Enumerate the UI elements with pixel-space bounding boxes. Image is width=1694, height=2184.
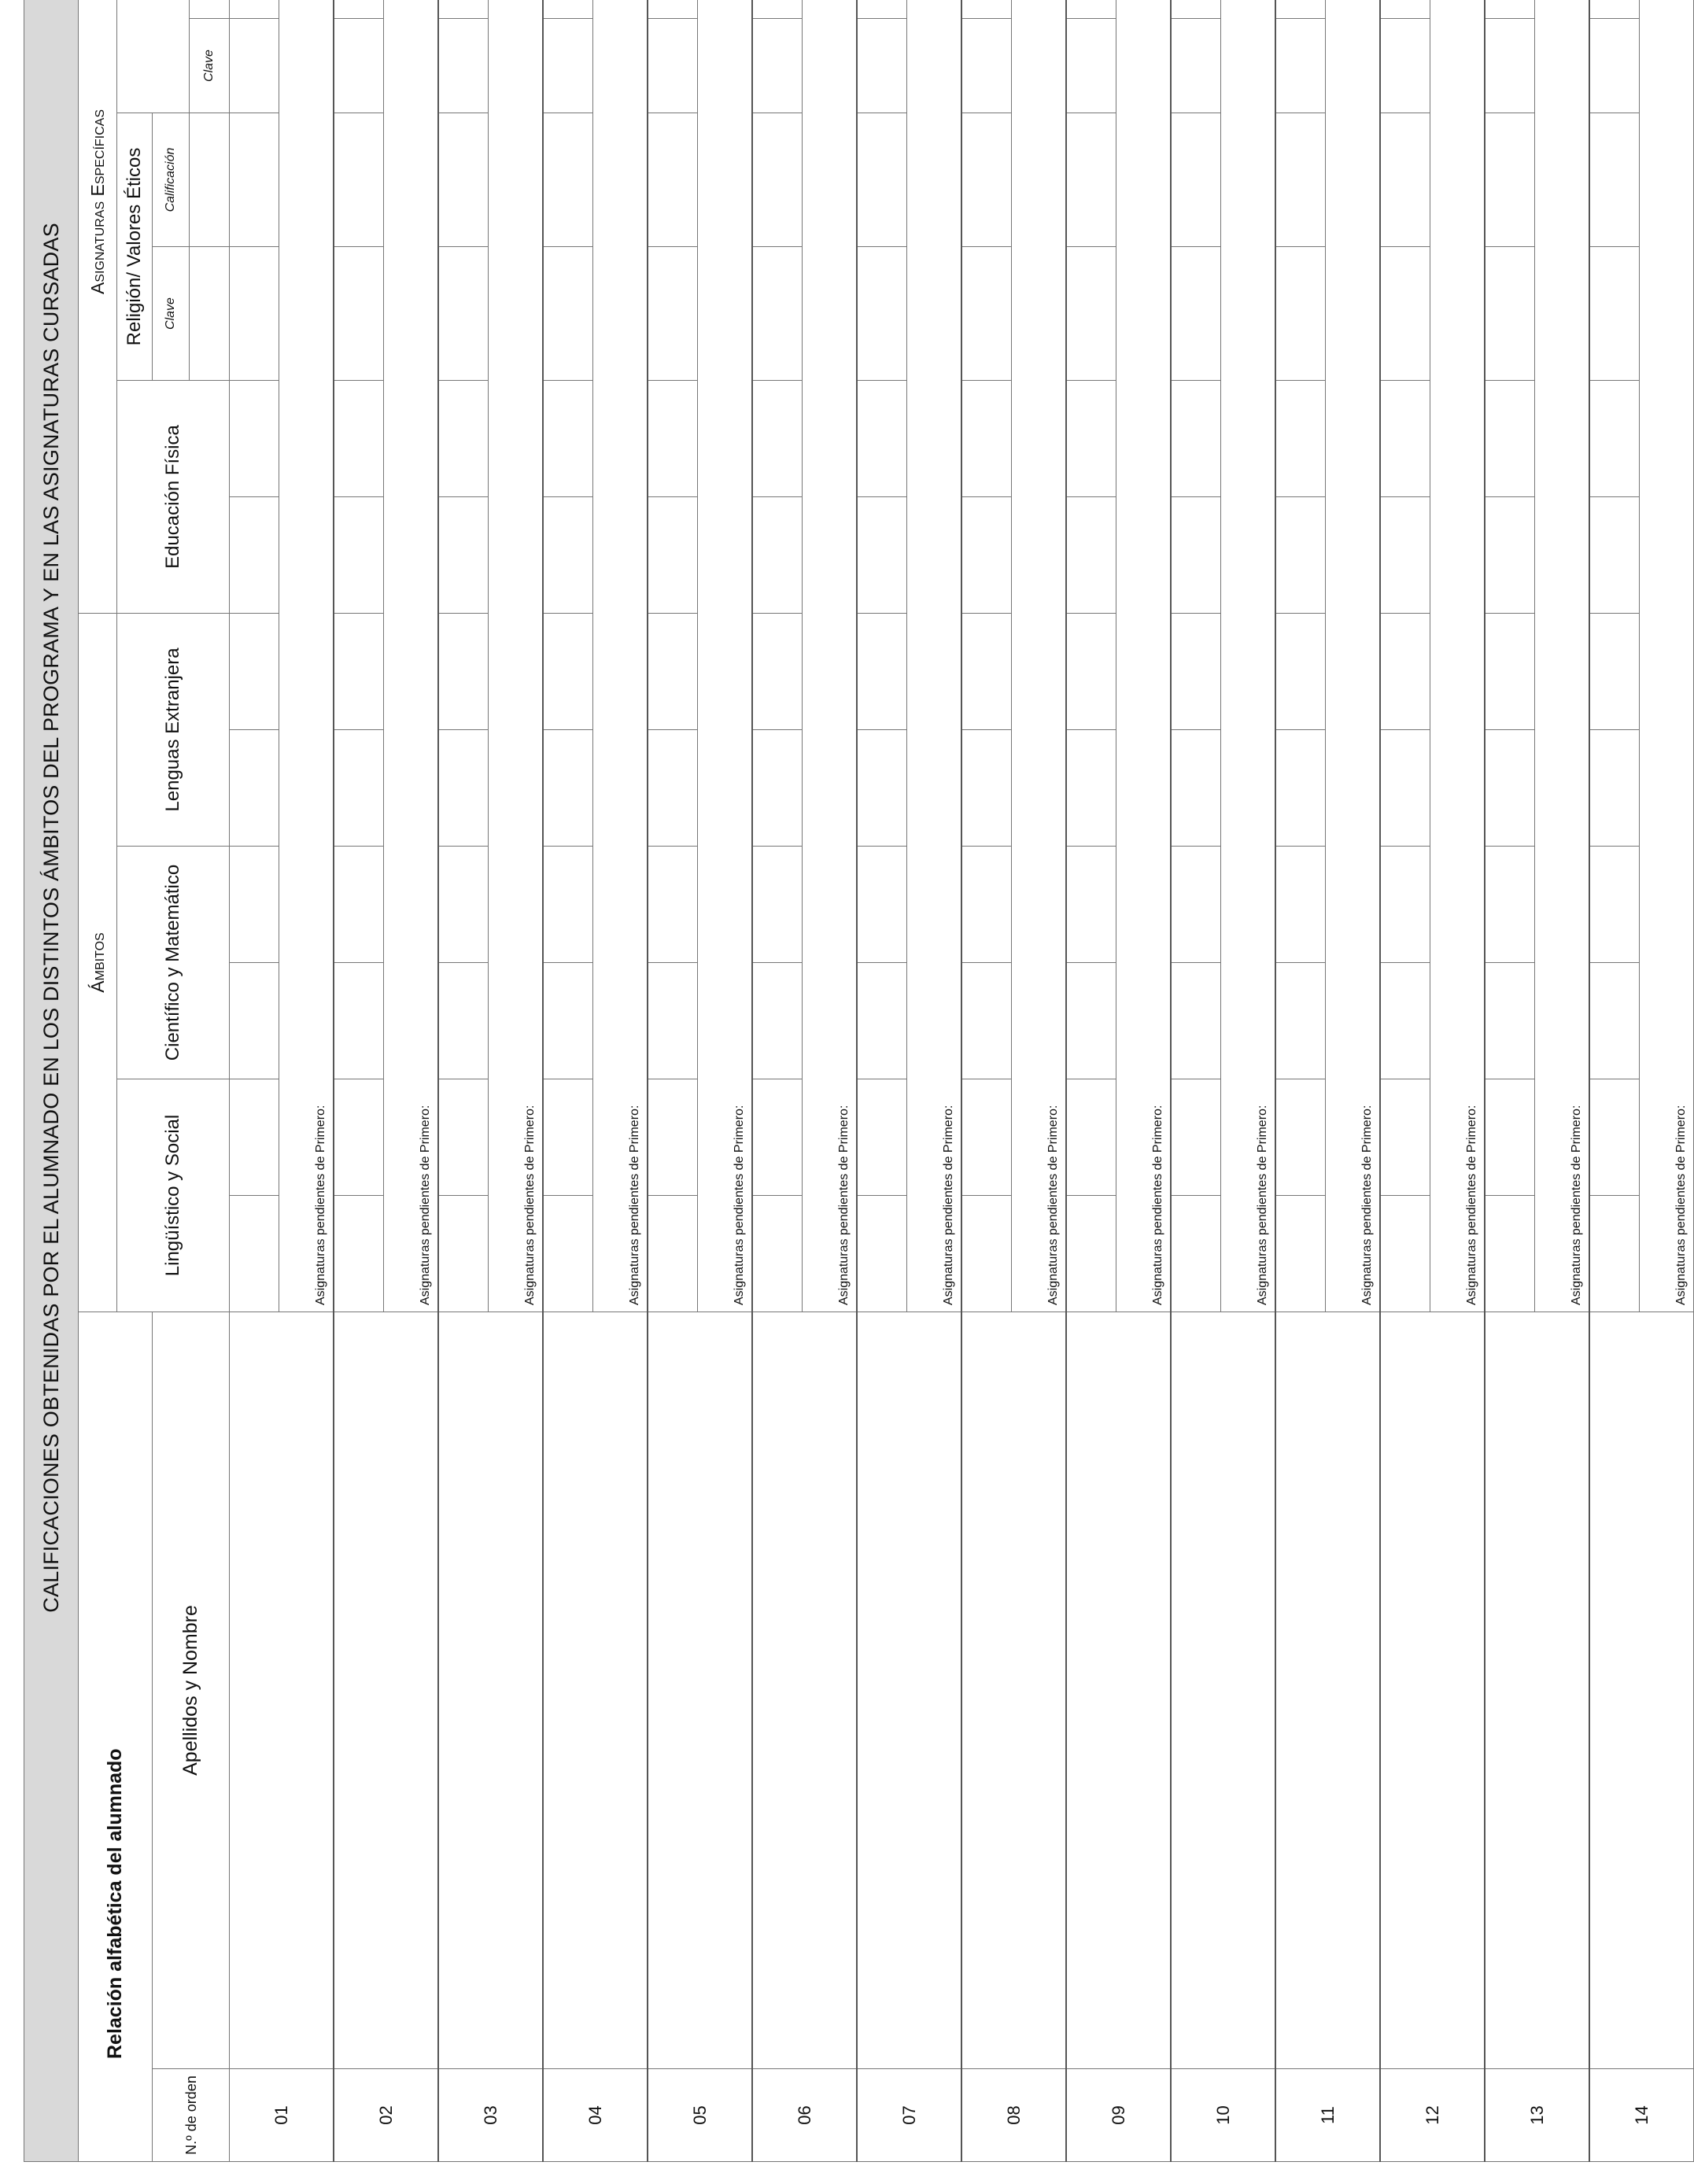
grade-cell[interactable] [961,1079,1012,1196]
student-row [1066,0,1116,2162]
grade-cell[interactable] [438,247,489,381]
header-asignaturas-especificas: Asignaturas Específicas [79,0,117,614]
grade-cell[interactable] [1275,0,1326,19]
grade-cell[interactable] [1589,963,1640,1079]
student-name-field[interactable] [1485,1312,1589,2069]
grade-cell[interactable] [1066,963,1116,1079]
student-name-field[interactable] [1066,1312,1171,2069]
grade-cell[interactable] [857,113,907,247]
grade-cell[interactable] [1066,1079,1116,1196]
grade-cell[interactable] [438,1196,489,1312]
student-number: 14 [1589,2069,1694,2162]
grade-cell[interactable] [1066,0,1116,19]
grade-cell[interactable] [334,1196,384,1312]
student-number: 09 [1066,2069,1171,2162]
grade-cell[interactable] [334,497,384,614]
header-linguistico: Lingüístico y Social [117,1079,230,1312]
grade-cell[interactable] [1485,963,1535,1079]
pending-subjects-label[interactable]: Asignaturas pendientes de Primero: [384,0,439,1312]
grade-cell[interactable] [1485,847,1535,963]
grade-cell[interactable] [857,381,907,497]
grade-cell[interactable] [334,1079,384,1196]
grade-cell[interactable] [334,847,384,963]
student-row [543,0,593,2162]
grade-cell[interactable] [1380,247,1430,381]
student-row [1380,0,1430,2162]
grade-cell[interactable] [752,0,803,19]
grade-cell[interactable] [752,963,803,1079]
student-number: 03 [438,2069,543,2162]
grade-cell[interactable] [648,730,698,847]
student-row [1171,0,1221,2162]
grade-cell[interactable] [230,847,279,963]
grade-cell[interactable] [438,381,489,497]
grade-cell[interactable] [648,19,698,113]
grade-cell[interactable] [752,113,803,247]
grade-cell[interactable] [334,614,384,730]
grade-cell[interactable] [857,1196,907,1312]
grade-cell[interactable] [543,497,593,614]
grade-cell[interactable] [961,381,1012,497]
pending-subjects-label[interactable]: Asignaturas pendientes de Primero: [1640,0,1694,1312]
grade-cell[interactable] [1066,113,1116,247]
student-number: 04 [543,2069,648,2162]
grade-cell[interactable] [1485,0,1535,19]
grade-cell[interactable] [648,247,698,381]
grade-cell[interactable] [543,381,593,497]
grade-cell[interactable] [961,847,1012,963]
header-eleccion-clave: Clave [190,19,230,113]
student-number: 13 [1485,2069,1589,2162]
grade-cell[interactable] [543,113,593,247]
pending-subjects-label[interactable]: Asignaturas pendientes de Primero: [1430,0,1485,1312]
grade-cell[interactable] [1171,1196,1221,1312]
student-name-field[interactable] [648,1312,752,2069]
grade-cell[interactable] [857,614,907,730]
header-religion-clave: Clave [153,247,190,381]
grade-cell[interactable] [1275,963,1326,1079]
grade-cell[interactable] [648,381,698,497]
grade-cell[interactable] [1485,730,1535,847]
student-name-field[interactable] [961,1312,1066,2069]
student-row [1275,0,1326,2162]
grade-cell[interactable] [438,19,489,113]
grade-cell[interactable] [1485,1196,1535,1312]
grade-cell[interactable] [857,497,907,614]
student-number: 05 [648,2069,752,2162]
grade-cell[interactable] [1171,614,1221,730]
grade-cell[interactable] [1380,963,1430,1079]
header-lenguas: Lenguas Extranjera [117,614,230,847]
grade-cell[interactable] [1589,0,1640,19]
header-relacion: Relación alfabética del alumnado [79,1312,153,2162]
grade-cell[interactable] [961,19,1012,113]
grade-cell[interactable] [230,614,279,730]
grade-cell[interactable] [648,963,698,1079]
grade-cell[interactable] [961,1196,1012,1312]
grade-cell[interactable] [1380,19,1430,113]
header-num-orden: N.º de orden [153,2069,230,2162]
grade-cell[interactable] [1380,847,1430,963]
grade-cell[interactable] [961,247,1012,381]
grade-cell[interactable] [1066,847,1116,963]
grade-cell[interactable] [961,730,1012,847]
grade-cell[interactable] [648,847,698,963]
grade-cell[interactable] [1275,19,1326,113]
student-number: 10 [1171,2069,1275,2162]
grade-cell[interactable] [230,247,279,381]
grade-cell[interactable] [1066,730,1116,847]
grade-cell[interactable] [230,19,279,113]
grade-cell[interactable] [334,963,384,1079]
grade-cell[interactable] [230,0,279,19]
grade-cell[interactable] [1275,614,1326,730]
pending-subjects-label[interactable]: Asignaturas pendientes de Primero: [1326,0,1381,1312]
student-number: 11 [1275,2069,1380,2162]
grade-cell[interactable] [961,614,1012,730]
grade-cell[interactable] [752,247,803,381]
student-row [961,0,1012,2162]
grade-cell[interactable] [1380,730,1430,847]
student-number: 08 [961,2069,1066,2162]
grade-cell[interactable] [438,113,489,247]
grade-cell[interactable] [752,847,803,963]
student-name-field[interactable] [230,1312,334,2069]
grade-cell[interactable] [1171,963,1221,1079]
student-number: 12 [1380,2069,1485,2162]
grade-cell[interactable] [1275,247,1326,381]
grade-cell[interactable] [230,1196,279,1312]
grade-cell[interactable] [648,1079,698,1196]
grade-cell[interactable] [334,730,384,847]
student-name-field[interactable] [1275,1312,1380,2069]
grade-cell[interactable] [1589,1196,1640,1312]
grade-cell[interactable] [438,497,489,614]
grade-cell[interactable] [543,847,593,963]
student-name-field[interactable] [1171,1312,1275,2069]
grade-cell[interactable] [1275,847,1326,963]
student-name-field[interactable] [334,1312,438,2069]
grade-cell[interactable] [961,113,1012,247]
grade-cell[interactable] [1066,614,1116,730]
grade-cell[interactable] [1485,614,1535,730]
grade-cell[interactable] [1589,497,1640,614]
student-row [648,0,698,2162]
grade-cell[interactable] [438,847,489,963]
grade-cell[interactable] [752,19,803,113]
header-ambitos: Ámbitos [79,614,117,1312]
table-title: CALIFICACIONES OBTENIDAS POR EL ALUMNADO EN LOS DISTINTOS ÁMBITOS DEL PROGRAMA Y EN LAS ASIGNATURAS CURSADAS [24,0,79,2162]
pending-subjects-label[interactable]: Asignaturas pendientes de Primero: [1535,0,1590,1312]
grade-cell[interactable] [648,614,698,730]
grade-cell[interactable] [1589,19,1640,113]
grade-cell[interactable] [438,0,489,19]
grade-cell[interactable] [543,1079,593,1196]
grade-cell[interactable] [1171,113,1221,247]
header-de-eleccion [117,0,190,113]
grade-cell[interactable] [543,0,593,19]
grade-cell[interactable] [1275,381,1326,497]
grade-cell[interactable] [543,614,593,730]
student-name-field[interactable] [543,1312,648,2069]
grade-cell[interactable] [1380,113,1430,247]
grade-cell[interactable] [648,113,698,247]
grade-cell[interactable] [438,1079,489,1196]
grade-cell[interactable] [857,963,907,1079]
header-religion-calificacion: Calificación [153,113,190,247]
header-apellidos: Apellidos y Nombre [153,1312,230,2069]
grade-cell[interactable] [438,614,489,730]
grade-cell[interactable] [1589,113,1640,247]
header-religion-calificacion-spacer [190,113,230,247]
student-number: 06 [752,2069,857,2162]
grade-cell[interactable] [1380,0,1430,19]
student-row [334,0,384,2162]
header-eleccion-calificacion [190,0,230,19]
grade-cell[interactable] [1380,1079,1430,1196]
grade-cell[interactable] [648,0,698,19]
grade-cell[interactable] [1066,497,1116,614]
grade-cell[interactable] [230,963,279,1079]
grade-cell[interactable] [752,614,803,730]
grade-cell[interactable] [1275,1196,1326,1312]
pending-subjects-label[interactable]: Asignaturas pendientes de Primero: [1012,0,1067,1312]
grade-cell[interactable] [1171,1079,1221,1196]
student-row [752,0,803,2162]
grade-cell[interactable] [1485,1079,1535,1196]
grade-cell[interactable] [961,963,1012,1079]
grade-cell[interactable] [752,730,803,847]
pending-subjects-label[interactable]: Asignaturas pendientes de Primero: [593,0,648,1312]
grade-cell[interactable] [230,381,279,497]
grade-cell[interactable] [1589,847,1640,963]
grade-cell[interactable] [857,847,907,963]
grade-cell[interactable] [230,730,279,847]
grade-cell[interactable] [1275,730,1326,847]
grade-cell[interactable] [1589,381,1640,497]
grade-cell[interactable] [1485,497,1535,614]
grade-cell[interactable] [1485,381,1535,497]
grade-cell[interactable] [1066,1196,1116,1312]
grade-cell[interactable] [1066,247,1116,381]
grade-cell[interactable] [1380,497,1430,614]
header-educacion-fisica: Educación Física [117,381,230,614]
grade-cell[interactable] [648,1196,698,1312]
grade-cell[interactable] [961,497,1012,614]
grade-cell[interactable] [1380,1196,1430,1312]
grade-cell[interactable] [543,963,593,1079]
grade-cell[interactable] [1485,247,1535,381]
pending-subjects-label[interactable]: Asignaturas pendientes de Primero: [489,0,544,1312]
grade-cell[interactable] [857,247,907,381]
grade-cell[interactable] [1485,19,1535,113]
grade-cell[interactable] [752,1079,803,1196]
grade-cell[interactable] [1589,730,1640,847]
header-religion: Religión/ Valores Éticos [117,113,153,381]
grades-table [24,0,1694,2162]
student-name-field[interactable] [438,1312,543,2069]
grade-cell[interactable] [1171,247,1221,381]
student-name-field[interactable] [857,1312,961,2069]
grade-cell[interactable] [857,730,907,847]
grade-cell[interactable] [334,247,384,381]
grade-cell[interactable] [1485,113,1535,247]
grade-cell[interactable] [334,113,384,247]
pending-subjects-label[interactable]: Asignaturas pendientes de Primero: [698,0,753,1312]
grade-cell[interactable] [752,381,803,497]
grade-cell[interactable] [543,730,593,847]
pending-subjects-label[interactable]: Asignaturas pendientes de Primero: [1221,0,1276,1312]
header-religion-clave-spacer [190,247,230,381]
grade-cell[interactable] [1380,614,1430,730]
grade-cell[interactable] [230,497,279,614]
grade-cell[interactable] [543,1196,593,1312]
grade-cell[interactable] [1171,497,1221,614]
grade-cell[interactable] [1171,19,1221,113]
grade-cell[interactable] [1589,614,1640,730]
grade-cell[interactable] [857,19,907,113]
grade-cell[interactable] [438,730,489,847]
student-row [230,0,279,2162]
pending-subjects-label[interactable]: Asignaturas pendientes de Primero: [907,0,962,1312]
student-name-field[interactable] [1589,1312,1694,2069]
grade-cell[interactable] [1275,497,1326,614]
header-cientifico: Científico y Matemático [117,847,230,1079]
student-number: 07 [857,2069,961,2162]
grade-cell[interactable] [543,19,593,113]
student-row [438,0,489,2162]
student-name-field[interactable] [752,1312,857,2069]
grade-cell[interactable] [752,497,803,614]
student-row [1485,0,1535,2162]
grade-cell[interactable] [334,19,384,113]
grade-cell[interactable] [230,1079,279,1196]
grade-cell[interactable] [1275,1079,1326,1196]
grade-cell[interactable] [1171,847,1221,963]
pending-subjects-label[interactable]: Asignaturas pendientes de Primero: [803,0,858,1312]
grade-cell[interactable] [961,0,1012,19]
student-row [857,0,907,2162]
grade-cell[interactable] [1171,730,1221,847]
student-row [1589,0,1640,2162]
grade-cell[interactable] [648,497,698,614]
pending-subjects-label[interactable]: Asignaturas pendientes de Primero: [1116,0,1172,1312]
grade-cell[interactable] [230,113,279,247]
grade-cell[interactable] [1171,381,1221,497]
student-name-field[interactable] [1380,1312,1485,2069]
grade-cell[interactable] [1275,113,1326,247]
grade-cell[interactable] [1589,1079,1640,1196]
student-number: 02 [334,2069,438,2162]
grade-cell[interactable] [543,247,593,381]
student-number: 01 [230,2069,334,2162]
grade-cell[interactable] [438,963,489,1079]
grade-cell[interactable] [1066,381,1116,497]
grade-cell[interactable] [1171,0,1221,19]
grade-cell[interactable] [857,1079,907,1196]
pending-subjects-label[interactable]: Asignaturas pendientes de Primero: [279,0,334,1312]
grade-cell[interactable] [334,381,384,497]
grade-cell[interactable] [857,0,907,19]
grade-cell[interactable] [752,1196,803,1312]
grade-cell[interactable] [1066,19,1116,113]
grade-cell[interactable] [1380,381,1430,497]
grade-cell[interactable] [1589,247,1640,381]
grade-cell[interactable] [334,0,384,19]
